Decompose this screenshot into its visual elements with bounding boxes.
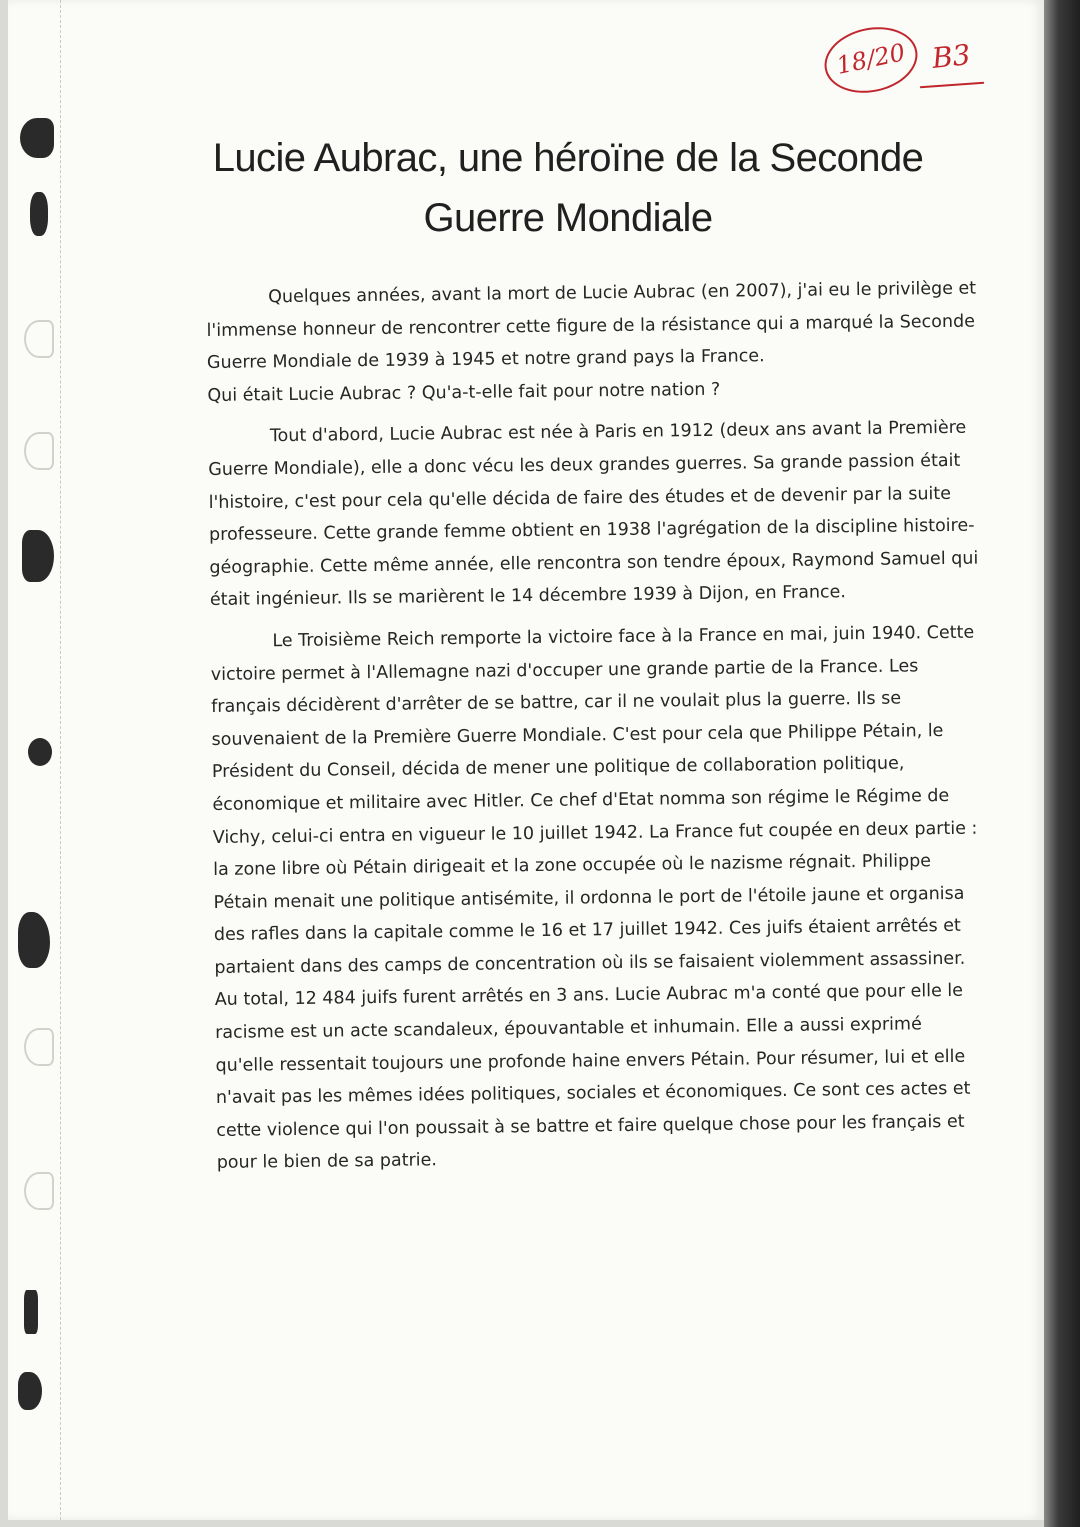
binder-ring — [24, 320, 54, 358]
intro-paragraph: Quelques années, avant la mort de Lucie Aubrac (en 2007), j'ai eu le privilège et l'immense honneur de rencontrer cette figure de la résistance qui a marqué la Seconde Guerre Mondiale de 1939 à 1945 et notre grand pays la France. — [206, 278, 977, 374]
binder-hole — [18, 1372, 42, 1410]
paper-sheet — [8, 0, 1044, 1520]
binder-hole — [24, 1290, 38, 1334]
war-paragraph: Le Troisième Reich remporte la victoire face à la France en mai, juin 1940. Cette victoire permet à l'Allemagne nazi d'occuper une grande partie de la France. Les français décidèrent d'arrêter de se battre, car il ne voulait plus la guerre. Ils se souvenaient de la Première Guerre Mondiale. C'est pour cela que Philippe Pétain, le Président du Conseil, décida de mener une politique de collaboration politique, économique et militaire avec Hitler. Ce chef d'Etat nomma son régime le Régime de Vichy, celui-ci entra en vigueur le 10 juillet 1942. La France fut coupée en deux partie : la zone libre où Pétain dirigeait et la zone occupée où le nazisme régnait. Philippe Pétain menait une politique antisémite, il ordonna le port de l'étoile jaune et organisa des rafles dans la capitale comme le 16 et 17 juillet 1942. Ces juifs étaient arrêtés et partaient dans des camps de concentration où ils se faisaient violemment assassiner. Au total, 12 484 juifs furent arrêtés en 3 ans. Lucie Aubrac m'a conté que pour elle le racisme est un acte scandaleux, épouvantable et inhumain. Elle a aussi exprimé qu'elle ressentait toujours une profonde haine envers Pétain. Pour résumer, lui et elle n'avait pas les mêmes idées politiques, sociales et économiques. Ce sont ces actes et cette violence qui l'on poussait à se battre et faire quelque chose pour les français et pour le bien de sa patrie. — [210, 622, 978, 1174]
binder-hole — [20, 118, 54, 158]
margin-line — [60, 0, 61, 1520]
binder-ring — [24, 432, 54, 470]
binder-ring — [24, 1172, 54, 1210]
binder-hole — [30, 192, 48, 236]
teacher-initials: B3 — [930, 38, 973, 75]
binder-edge — [1044, 0, 1080, 1527]
binder-ring — [24, 1028, 54, 1066]
binder-hole — [18, 912, 50, 968]
document-body — [206, 273, 987, 1180]
grade-circle: 18/20 — [818, 19, 923, 101]
intro-question: Qui était Lucie Aubrac ? Qu'a-t-elle fait pour notre nation ? — [207, 379, 721, 406]
biography-paragraph: Tout d'abord, Lucie Aubrac est née à Paris en 1912 (deux ans avant la Première Guerre Mondiale), elle a donc vécu les deux grandes guerres. Sa grande passion était l'histoire, c'est pour cela qu'elle décida de faire des études et de devenir par la suite professeure. Cette grande femme obtient en 1938 l'agrégation de la discipline histoire-géographie. Cette même année, elle rencontra son tendre époux, Raymond Samuel qui était ingénieur. Ils se marièrent le 14 décembre 1939 à Dijon, en France. — [208, 418, 979, 611]
initials-underline — [920, 82, 984, 88]
binder-hole — [28, 738, 52, 766]
binder-hole — [22, 530, 54, 582]
document-title: Lucie Aubrac, une héroïne de la Seconde Guerre Mondiale — [212, 136, 924, 240]
